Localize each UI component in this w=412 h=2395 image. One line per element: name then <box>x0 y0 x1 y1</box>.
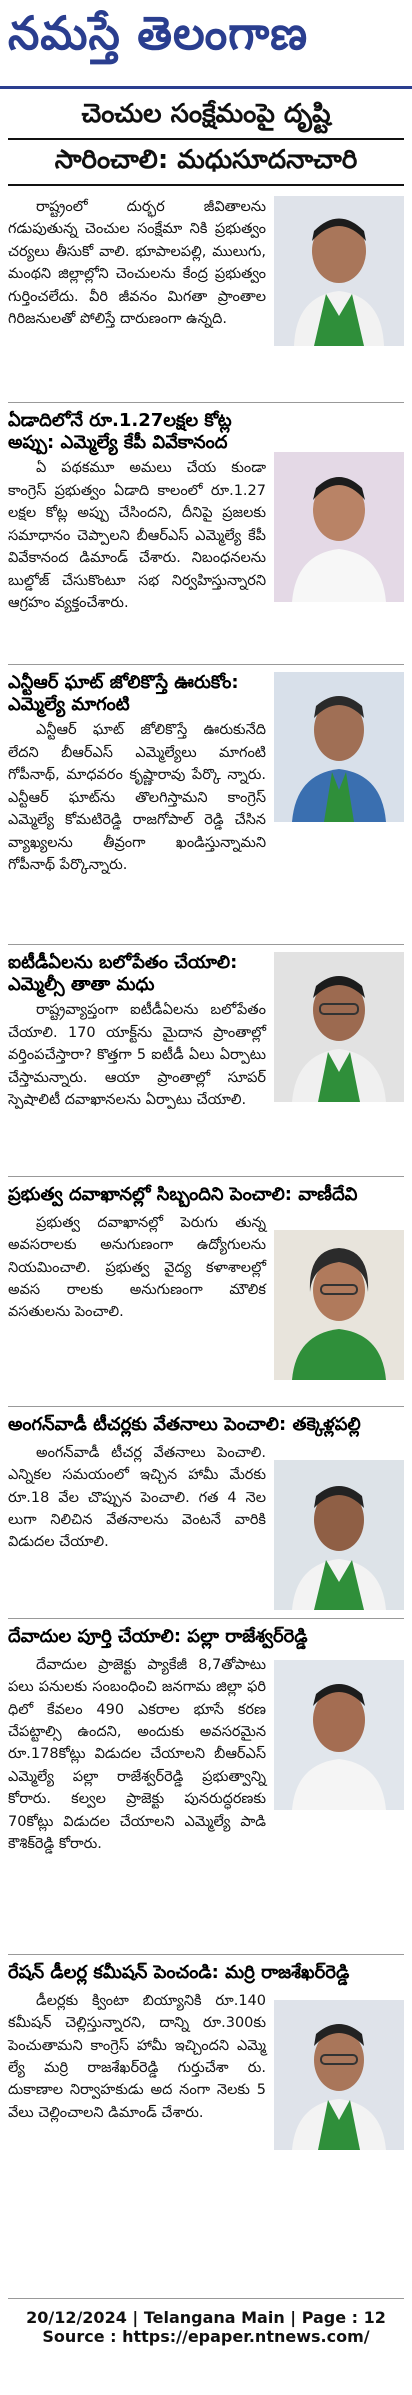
lead-article <box>8 196 266 331</box>
lead-headline-line1: చెంచుల సంక్షేమంపై దృష్టి <box>81 99 331 129</box>
lead-headline-separator <box>8 138 404 140</box>
article-divider <box>8 1406 404 1407</box>
article-body: ఏ పథకమూ అమలు చేయ కుండా కాంగ్రెస్ ప్రభుత్వం ఏడాది కాలంలో రూ.1.27 లక్షల కోట్ల అప్పు చేసిందని, దీనిపై ప్రజలకు సమాధానం చెప్పాలని బీఆర్ఎస్ ఎమ్మెల్యే కేపీ వివేకానంద డిమాండ్ చేశారు. నిబంధనలను బుల్డోజ్ చేసుకొంటూ సభ నిర్వహిస్తున్నారని ఆగ్రహం వ్యక్తంచేశారు. <box>8 460 266 611</box>
article-headline: ప్రభుత్వ దవాఖానల్లో సిబ్బందిని పెంచాలి: వాణీదేవి <box>8 1184 358 1205</box>
article-photo <box>274 1230 404 1380</box>
footer-edition-info: 20/12/2024 | Telangana Main | Page : 12 <box>26 2308 386 2327</box>
article-body: అంగన్‌వాడీ టీచర్ల వేతనాలు పెంచాలి. ఎన్నికల సమయంలో ఇచ్చిన హామీ మేరకు రూ.18 వేల చొప్పున పెంచాలి. గత 4 నెల లుగా నిలిచిన వేతనాలను వెంటనే వారికి విడుదల చేయాలి. <box>8 1444 266 1551</box>
article-body: రాష్ట్రవ్యాప్తంగా ఐటీడీఏలను బలోపేతం చేయాలి. 170 యాక్ట్‌ను మైదాన ప్రాంతాల్లో వర్తింపచేస్తారా? కొత్తగా 5 ఐటీడీ ఏలు ఏర్పాటు చేస్తామన్నారు. ఆయా ప్రాంతాల్లో సూపర్ స్పెషాలిటీ దవాఖానలను ఏర్పాటు చేయాలి. <box>8 1002 266 1109</box>
portrait-illustration-3 <box>274 672 404 822</box>
article-photo <box>274 672 404 822</box>
article-photo <box>274 2000 404 2150</box>
article-photo <box>274 452 404 602</box>
portrait-illustration-4 <box>274 952 404 1102</box>
article-body: ఎన్టీఆర్ ఘాట్ జోలికొస్తే ఊరుకునేది లేదని బీఆర్ఎస్ ఎమ్మెల్యేలు మాగంటి గోపీనాథ్, మాధవరం కృష్ణారావు పేర్కొ న్నారు. ఎన్టీఆర్ ఘాట్‌ను తొలగిస్తామని కాంగ్రెస్ ఎమ్మెల్యే కోమటిరెడ్డి రాజగోపాల్ రెడ్డి చేసిన వ్యాఖ్యలను తీవ్రంగా ఖండిస్తున్నామని గోపీనాథ్ పేర్కొన్నారు. <box>8 722 266 873</box>
article-headline: దేవాదుల పూర్తి చేయాలి: పల్లా రాజేశ్వర్‌రెడ్డి <box>8 1626 308 1647</box>
portrait-illustration-2 <box>274 452 404 602</box>
article-divider <box>8 2298 404 2299</box>
article-photo <box>274 952 404 1102</box>
article-headline: ఐటీడీఏలను బలోపేతం చేయాలి: ఎమ్మెల్సీ తాతా మధు <box>8 952 238 995</box>
portrait-illustration-8 <box>274 2000 404 2150</box>
portrait-illustration-5 <box>274 1230 404 1380</box>
article-headline: రేషన్ డీలర్ల కమీషన్ పెంచండి: మర్రి రాజశేఖర్‌రెడ్డి <box>8 1962 350 1983</box>
article-body: డీలర్లకు క్వింటా బియ్యానికి రూ.140 కమీషన్ చెల్లిస్తున్నారని, దాన్ని రూ.300కు పెంచుతామని కాంగ్రెస్ హామీ ఇచ్చిందని ఎమ్మె ల్యే మర్రి రాజశేఖర్‌రెడ్డి గుర్తుచేశా రు. దుకాణాల నిర్వాహకుడు అద నంగా నెలకు 5 వేలు చెల్లించాలని డిమాండ్ చేశారు. <box>8 1992 266 2121</box>
lead-headline-line2: సారించాలి: మధుసూదనాచారి <box>54 145 358 175</box>
article-headline: ఎన్టీఆర్ ఘాట్ జోలికొస్తే ఊరుకోం: ఎమ్మెల్యే మాగంటి <box>8 672 239 715</box>
article-body: ప్రభుత్వ దవాఖానల్లో పెరుగు తున్న అవసరాలకు అనుగుణంగా ఉద్యోగులను నియమించాలి. ప్రభుత్వ వైద్య కళాశాలల్లో అవస రాలకు అనుగుణంగా మౌలిక వసతులను పెంచాలి. <box>8 1214 266 1321</box>
masthead-logo: నమస్తే తెలంగాణ <box>8 6 309 60</box>
masthead <box>0 0 412 89</box>
lead-body: రాష్ట్రంలో దుర్భర జీవితాలను గడుపుతున్న చెంచుల సంక్షేమా నికి ప్రభుత్వం చర్యలు తీసుకో వాలి. భూపాలపల్లి, ములుగు, మంథని జిల్లాల్లోని చెంచులను కేంద్ర ప్రభుత్వం గుర్తించలేదు. వీరి జీవనం మిగతా ప్రాంతాల గిరిజనులతో పోలిస్తే దారుణంగా ఉన్నది. <box>8 199 266 328</box>
article-headline: ఏడాదిలోనే రూ.1.27లక్షల కోట్ల అప్పు: ఎమ్మెల్యే కేపీ వివేకానంద <box>8 410 232 453</box>
article-divider <box>8 1176 404 1177</box>
footer-source-link[interactable]: Source : https://epaper.ntnews.com/ <box>42 2327 370 2346</box>
article-photo <box>274 1460 404 1610</box>
article-photo <box>274 1660 404 1810</box>
article-body: దేవాదుల ప్రాజెక్టు ప్యాకేజీ 8,7తోపాటు పలు పనులకు సంబంధించి జనగామ జిల్లా ఫరి ధిలో కేవలం 490 ఎకరాల భూసే కరణ చేపట్టాల్సి ఉందని, అందుకు అవసరమైన రూ.178కోట్లు విడుదల చేయాలని బీఆర్ఎస్ ఎమ్మెల్యే పల్లా రాజేశ్వర్‌రెడ్డి ప్రభుత్వాన్ని కోరారు. కల్వల ప్రాజెక్టు పునరుద్ధరణకు 70కోట్లు విడుదల చేయాలని ఎమ్మెల్యే పాడి కౌశిక్‌రెడ్డి కోరారు. <box>8 1656 266 1853</box>
page-footer <box>0 2308 412 2346</box>
article-divider <box>8 402 404 403</box>
article-divider <box>8 944 404 945</box>
article-divider <box>8 664 404 665</box>
article-headline: అంగన్‌వాడీ టీచర్లకు వేతనాలు పెంచాలి: తక్కెళ్లపల్లి <box>8 1414 361 1435</box>
portrait-illustration-6 <box>274 1460 404 1610</box>
article-photo <box>274 196 404 346</box>
portrait-illustration-7 <box>274 1660 404 1810</box>
article-divider <box>8 1618 404 1619</box>
article-divider <box>8 1954 404 1955</box>
lead-headline-separator <box>8 184 404 186</box>
portrait-illustration-1 <box>274 196 404 346</box>
